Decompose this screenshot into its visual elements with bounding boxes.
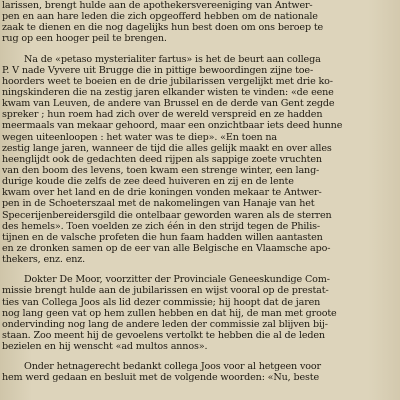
text-line: pen en aan hare leden die zich opgeofferd hebben om de nationale <box>2 11 318 23</box>
text-line: Specerijenbereidersgild die ontelbaar geworden waren als de sterren <box>2 209 332 221</box>
text-line: thekers, enz. enz. <box>2 254 86 266</box>
page-text <box>2 0 400 384</box>
text-line: zestig lange jaren, wanneer de tijd die alles gelijk maakt en over alles <box>2 142 332 154</box>
paragraph <box>2 0 400 45</box>
text-line: larissen, brengt hulde aan de apothekersvereeniging van Antwer- <box>2 0 313 11</box>
text-line: kwam over het land en de drie koningen vonden mekaar te Antwer- <box>2 187 322 199</box>
text-line: Onder hetnagerecht bedankt collega Joos voor al hetgeen voor <box>24 361 321 373</box>
text-line: en ze dronken samen op de eer van alle Belgische en Vlaamsche apo- <box>2 242 331 254</box>
text-line: van den boom des levens, toen kwam een strenge winter, een lang- <box>2 164 320 176</box>
text-line: zaak te dienen en die nog dagelijks hun best doen om ons beroep te <box>2 22 324 34</box>
text-line: staan. Zoo meent hij de gevoelens vertolkt te hebben die al de leden <box>2 329 325 341</box>
text-line: ties van Collega Joos als lid dezer commissie; hij hoopt dat de jaren <box>2 296 321 308</box>
text-line: wegen uiteenloopen : het water was te diep». «En toen na <box>2 131 278 143</box>
text-line: P. V nade Vyvere uit Brugge die in pittige bewoordingen zijne toe- <box>2 64 314 76</box>
text-line: rug op een hooger peil te brengen. <box>2 33 167 45</box>
text-line: meermaals van mekaar gehoord, maar een onzichtbaar iets deed hunne <box>2 120 343 132</box>
text-line: Dokter De Moor, voorzitter der Provinciale Geneeskundige Com- <box>24 274 330 286</box>
text-line: ondervinding nog lang de andere leden der commissie zal blijven bij- <box>2 318 328 330</box>
text-line: ningskinderen die na zestig jaren elkander wisten te vinden: «de eene <box>2 86 334 98</box>
paragraph <box>2 274 400 352</box>
text-line: des hemels». Toen voelden ze zich één in den strijd tegen de Philis- <box>2 220 320 232</box>
text-line: nog lang geen vat op hem zullen hebben en dat hij, de man met groote <box>2 307 337 319</box>
text-line: spreker ; hun roem had zich over de wereld verspreid en ze hadden <box>2 109 323 121</box>
text-line: Na de «petaso mysterialiter fartus» is het de beurt aan collega <box>24 53 321 65</box>
text-line: kwam van Leuven, de andere van Brussel en de derde van Gent zegde <box>2 98 335 110</box>
paragraph <box>2 361 400 383</box>
text-line: hem werd gedaan en besluit met de volgende woorden: «Nu, beste <box>2 372 319 384</box>
text-line: heenglijdt ook de gedachten deed rijpen als sappige zoete vruchten <box>2 153 322 165</box>
paragraph <box>2 54 400 266</box>
text-line: tijnen en de valsche profeten die hun faam hadden willen aantasten <box>2 231 323 243</box>
text-line: missie brengt hulde aan de jubilarissen en wijst vooral op de prestat- <box>2 285 329 297</box>
text-line: hoorders weet te boeien en de drie jubilarissen vergelijkt met drie ko- <box>2 75 333 87</box>
text-line: durige koude die zelfs de zee deed huiveren en zij en de lente <box>2 176 294 188</box>
text-line: pen in de Schoeterszaal met de nakomelingen van Hanaje van het <box>2 198 315 210</box>
text-line: bezielen en hij wenscht «ad multos annos». <box>2 341 208 353</box>
